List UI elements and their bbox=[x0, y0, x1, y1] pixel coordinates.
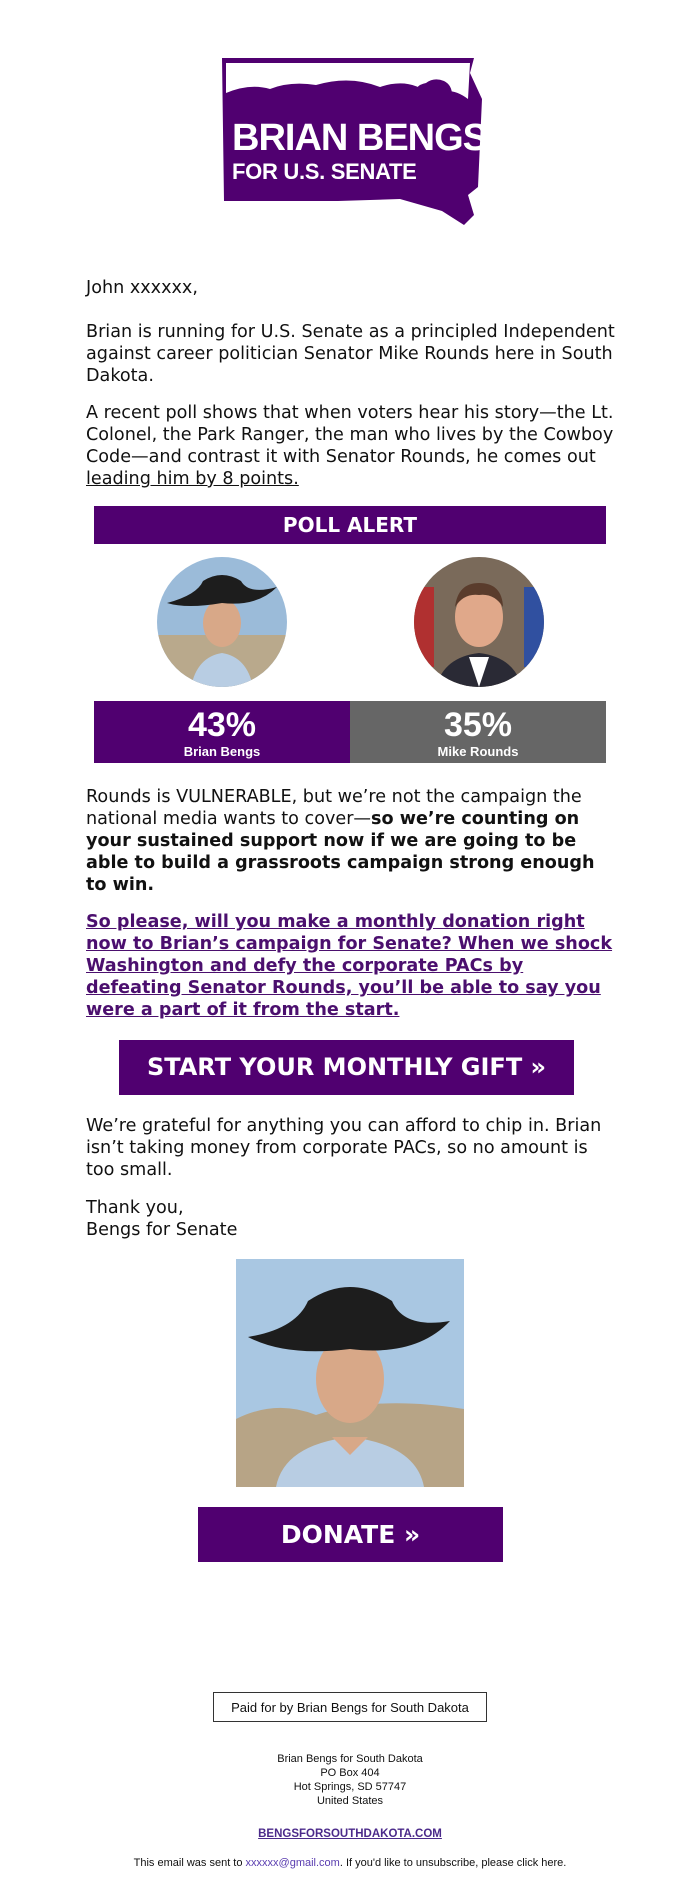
start-monthly-gift-button[interactable]: START YOUR MONTHLY GIFT » bbox=[119, 1040, 574, 1095]
grateful-paragraph: We’re grateful for anything you can afford to chip in. Brian isn’t taking money from corporate PACs, so no amount is too small. bbox=[86, 1116, 602, 1180]
greeting: John xxxxxx, bbox=[86, 278, 198, 298]
address-line-1: Brian Bengs for South Dakota bbox=[277, 1753, 423, 1765]
vulnerable-paragraph: Rounds is VULNERABLE, but we’re not the campaign the national media wants to cover—so we’re counting on your sustained support now if we are going to be able to build a grassroots campaign strong enough to win. bbox=[86, 787, 595, 895]
poll-link[interactable]: leading him by 8 points. bbox=[86, 469, 299, 489]
recipient-email[interactable]: xxxxxx@gmail.com bbox=[245, 1857, 340, 1869]
monthly-ask-link[interactable]: So please, will you make a monthly donation right now to Brian’s campaign for Senate? When we shock Washington and defy the corporate PACs by defeating Senator Rounds, you’ll be able to say you were a part of it from the start. bbox=[86, 912, 613, 1020]
address-line-4: United States bbox=[316, 1795, 384, 1807]
paid-for-disclaimer: Paid for by Brian Bengs for South Dakota bbox=[213, 1692, 487, 1722]
campaign-logo bbox=[220, 55, 488, 227]
rounds-percent: 35% bbox=[443, 706, 513, 744]
brian-bengs-portrait bbox=[157, 557, 287, 687]
address-line-2: PO Box 404 bbox=[320, 1767, 380, 1779]
poll-paragraph: A recent poll shows that when voters hear his story—the Lt. Colonel, the Park Ranger, the man who lives by the Cowboy Code—and contrast it with Senator Rounds, he comes out leading him by 8 points. bbox=[86, 403, 614, 489]
rounds-name: Mike Rounds bbox=[437, 744, 519, 759]
poll-result-bengs bbox=[94, 701, 350, 763]
brian-bengs-photo bbox=[236, 1259, 464, 1487]
intro-paragraph: Brian is running for U.S. Senate as a principled Independent against career politician Senator Mike Rounds here in South Dakota. bbox=[86, 322, 615, 386]
website-link[interactable]: BENGSFORSOUTHDAKOTA.COM bbox=[258, 1828, 442, 1840]
logo-subtitle: FOR U.S. SENATE bbox=[232, 159, 417, 184]
address-line-3: Hot Springs, SD 57747 bbox=[293, 1781, 407, 1793]
bengs-percent: 43% bbox=[187, 706, 257, 744]
donate-button[interactable]: DONATE » bbox=[198, 1507, 503, 1562]
unsubscribe-link[interactable]: . If you'd like to unsubscribe, please click here. bbox=[339, 1857, 567, 1869]
poll-result-rounds bbox=[350, 701, 606, 763]
bengs-name: Brian Bengs bbox=[183, 744, 261, 759]
unsubscribe-line: This email was sent to xxxxxx@gmail.com. If you'd like to unsubscribe, please click here. bbox=[133, 1857, 567, 1869]
poll-alert-banner: POLL ALERT bbox=[94, 506, 606, 544]
logo-name: BRIAN BENGS bbox=[232, 117, 488, 159]
signoff: Thank you, Bengs for Senate bbox=[86, 1198, 238, 1240]
mike-rounds-portrait bbox=[414, 557, 544, 687]
